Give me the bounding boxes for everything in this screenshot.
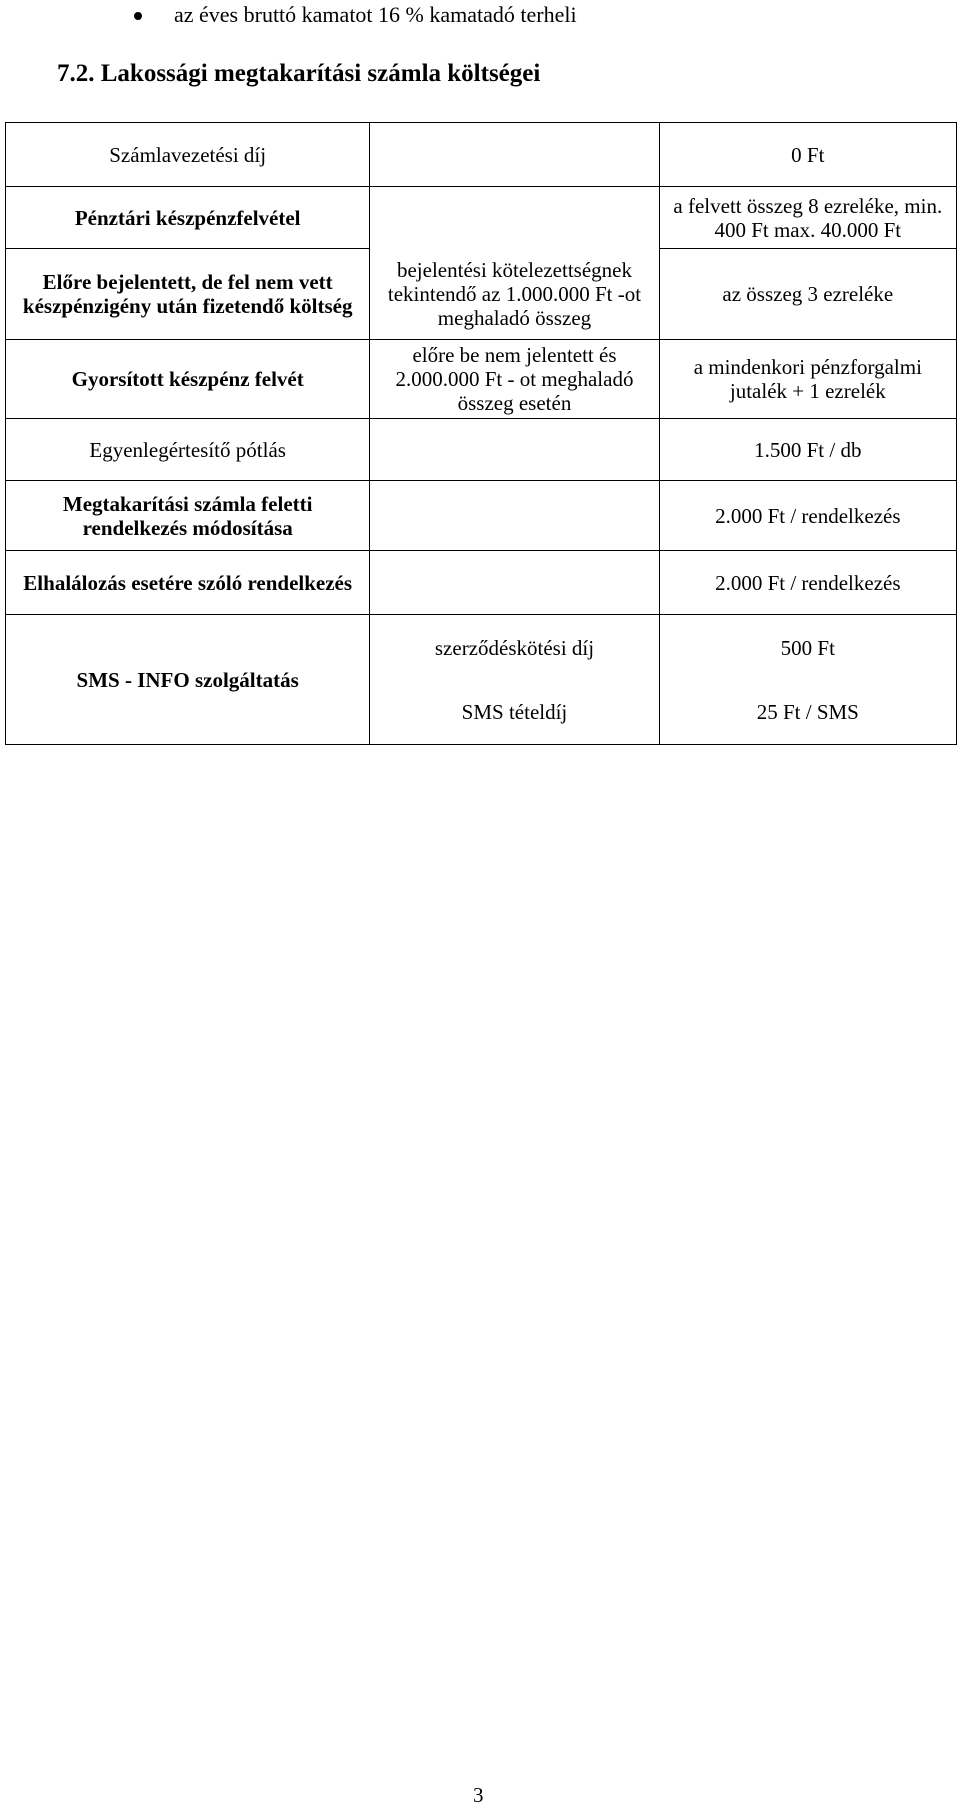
table-row xyxy=(6,615,957,745)
row-label: Pénztári készpénzfelvétel xyxy=(6,187,370,249)
bullet-icon xyxy=(134,12,142,20)
row-label: Gyorsított készpénz felvét xyxy=(6,340,370,419)
table-row xyxy=(6,187,957,249)
row-fee: 1.500 Ft / db xyxy=(659,419,956,481)
sms-fees xyxy=(659,615,956,745)
row-condition: bejelentési kötelezettségnek tekintendő az 1.000.000 Ft -ot meghaladó összeg xyxy=(370,249,659,340)
cost-table xyxy=(5,122,957,745)
table-row xyxy=(6,340,957,419)
page-number: 3 xyxy=(473,1783,484,1807)
bullet-text: az éves bruttó kamatot 16 % kamatadó terheli xyxy=(174,2,577,27)
sms-fee: 25 Ft / SMS xyxy=(756,699,859,724)
row-condition xyxy=(370,551,659,615)
row-label: Számlavezetési díj xyxy=(6,123,370,187)
row-condition xyxy=(370,481,659,551)
row-fee: a felvett összeg 8 ezreléke, min. 400 Ft max. 40.000 Ft xyxy=(659,187,956,249)
row-condition: előre be nem jelentett és 2.000.000 Ft - ot meghaladó összeg esetén xyxy=(370,340,659,419)
table-row xyxy=(6,481,957,551)
row-condition xyxy=(370,123,659,187)
row-label: Előre bejelentett, de fel nem vett készpénzigény után fizetendő költség xyxy=(6,249,370,340)
sms-condition: SMS tételdíj xyxy=(461,699,568,724)
sms-fee: 500 Ft xyxy=(780,635,835,660)
row-fee: az összeg 3 ezreléke xyxy=(659,249,956,340)
sms-conditions xyxy=(370,615,659,745)
row-label: Elhalálozás esetére szóló rendelkezés xyxy=(6,551,370,615)
table-row xyxy=(6,551,957,615)
table-row xyxy=(6,249,957,340)
row-condition xyxy=(370,187,659,249)
row-label: Egyenlegértesítő pótlás xyxy=(6,419,370,481)
row-condition xyxy=(370,419,659,481)
sms-condition: szerződéskötési díj xyxy=(434,635,595,660)
row-fee: 2.000 Ft / rendelkezés xyxy=(659,551,956,615)
table-row xyxy=(6,123,957,187)
row-label: Megtakarítási számla feletti rendelkezés módosítása xyxy=(6,481,370,551)
section-heading: 7.2. Lakossági megtakarítási számla költségei xyxy=(57,60,541,87)
row-fee: a mindenkori pénzforgalmi jutalék + 1 ezrelék xyxy=(659,340,956,419)
row-fee: 0 Ft xyxy=(659,123,956,187)
table-row xyxy=(6,419,957,481)
row-fee: 2.000 Ft / rendelkezés xyxy=(659,481,956,551)
sms-label: SMS - INFO szolgáltatás xyxy=(6,615,370,745)
